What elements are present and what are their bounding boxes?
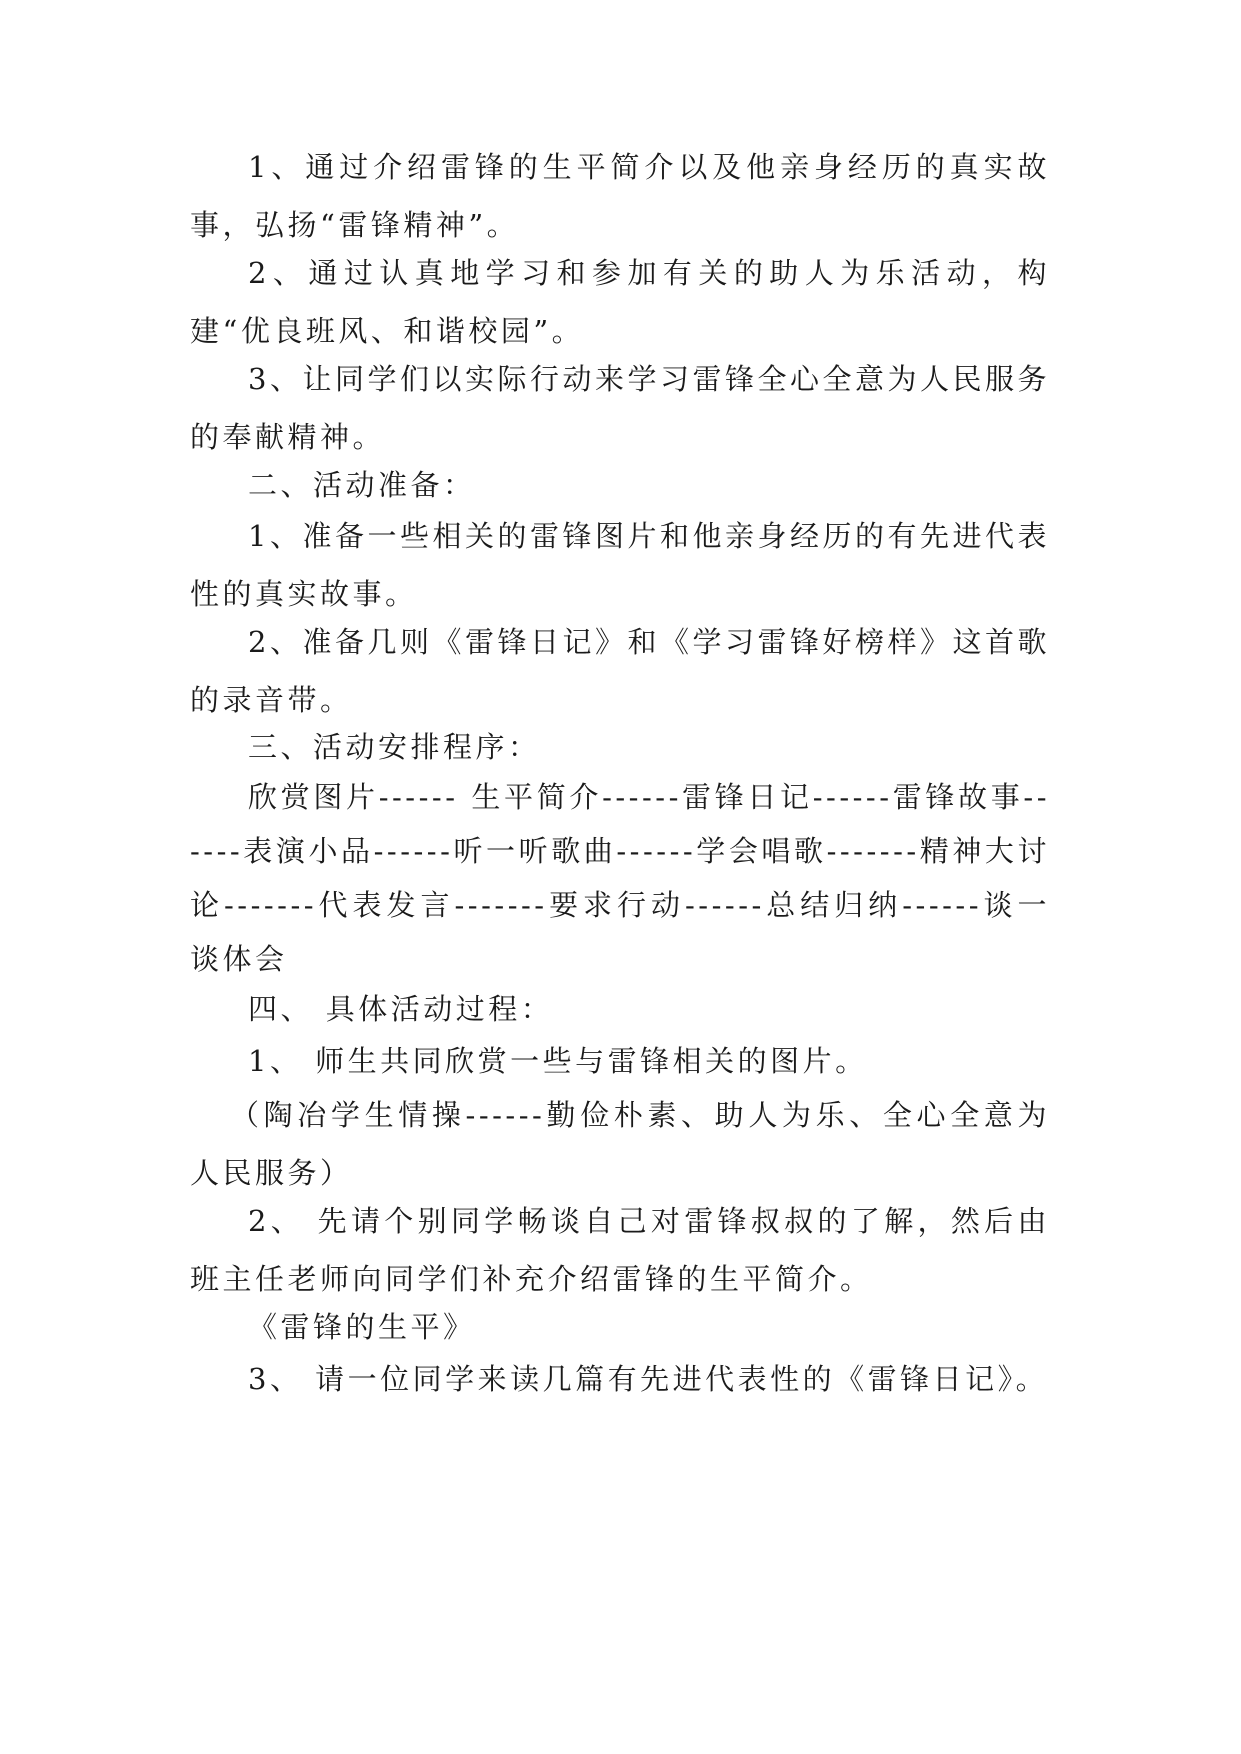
paragraph-leifeng-life-title: 《雷锋的生平》: [248, 1310, 476, 1344]
paragraph-goal-3: 3、让同学们以实际行动来学习雷锋全心全意为人民服务的奉献精神。: [190, 362, 1050, 454]
paragraph-preparation-1: 1、准备一些相关的雷锋图片和他亲身经历的有先进代表性的真实故事。: [190, 519, 1050, 611]
paragraph-preparation-2: 2、准备几则《雷锋日记》和《学习雷锋好榜样》这首歌的录音带。: [190, 625, 1050, 717]
paragraph-goal-1: 1、通过介绍雷锋的生平简介以及他亲身经历的真实故事，弘扬“雷锋精神”。: [190, 150, 1050, 242]
paragraph-schedule-flow: 欣赏图片------ 生平简介------雷锋日记------雷锋故事------表演小品------听一听歌曲------学会唱歌-------精神大讨论-------代表发言-------要求行动------总结归纳------谈一谈体会: [190, 780, 1050, 976]
paragraph-process-3: 3、 请一位同学来读几篇有先进代表性的《雷锋日记》。: [248, 1362, 1049, 1396]
section-heading-schedule: 三、活动安排程序：: [248, 730, 541, 764]
section-heading-preparation: 二、活动准备：: [248, 468, 476, 502]
paragraph-goal-2: 2、通过认真地学习和参加有关的助人为乐活动，构建“优良班风、和谐校园”。: [190, 256, 1050, 348]
paragraph-process-note: （陶冶学生情操------勤俭朴素、助人为乐、全心全意为人民服务）: [190, 1098, 1050, 1190]
paragraph-process-1: 1、 师生共同欣赏一些与雷锋相关的图片。: [248, 1044, 868, 1078]
paragraph-process-2: 2、 先请个别同学畅谈自己对雷锋叔叔的了解，然后由班主任老师向同学们补充介绍雷锋的生平简介。: [190, 1204, 1050, 1296]
section-heading-process: 四、 具体活动过程：: [248, 992, 554, 1026]
